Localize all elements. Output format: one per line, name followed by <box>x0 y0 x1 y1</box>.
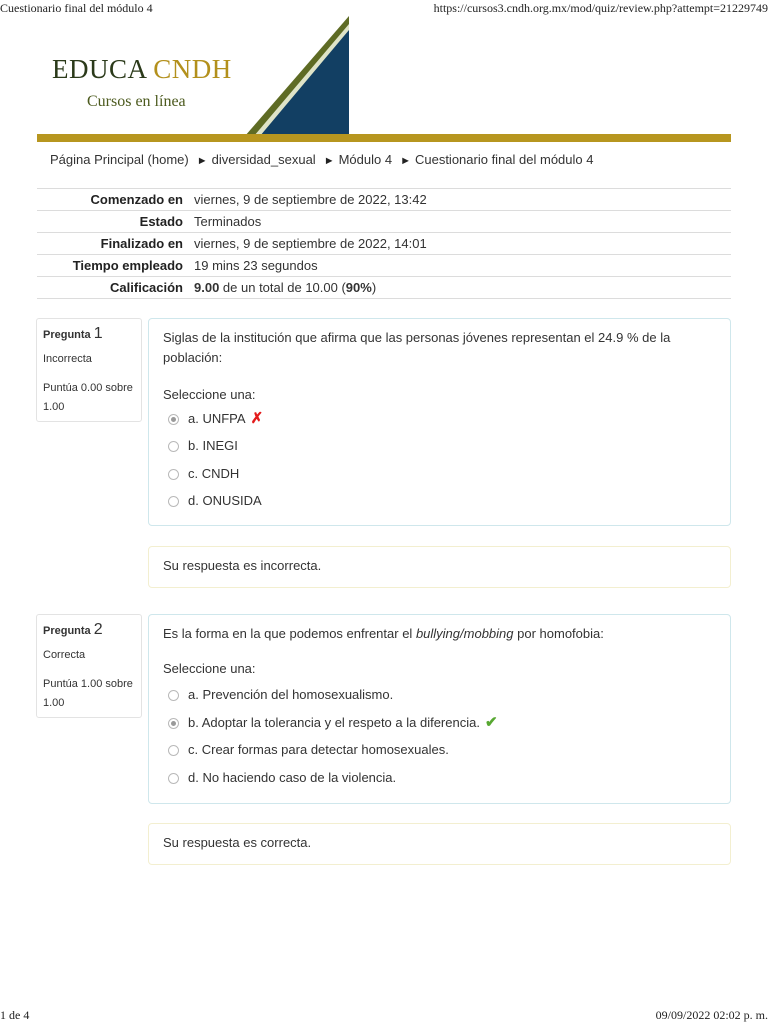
answer-option[interactable] <box>168 491 262 511</box>
brand-word-cndh: CNDH <box>153 54 232 84</box>
question-grade: Puntúa 1.00 sobre 1.00 <box>43 678 133 709</box>
answer-prompt: Seleccione una: <box>163 661 256 676</box>
question-2-content <box>148 614 731 804</box>
breadcrumb <box>50 152 593 167</box>
question-number-value: 1 <box>93 325 103 342</box>
radio-button-checked[interactable] <box>168 414 179 425</box>
summary-row <box>37 211 731 233</box>
radio-button[interactable] <box>168 773 179 784</box>
breadcrumb-separator-icon: ► <box>323 155 335 167</box>
breadcrumb-module-link[interactable]: Módulo 4 <box>338 152 393 167</box>
answer-prompt: Seleccione una: <box>163 387 256 402</box>
radio-button-checked[interactable] <box>168 718 179 729</box>
site-tagline: Cursos en línea <box>87 93 186 110</box>
answer-option-label: d. No haciendo caso de la violencia. <box>188 770 397 785</box>
grade-label: Calificación <box>37 277 194 299</box>
site-logo-text[interactable] <box>52 54 232 85</box>
answer-option[interactable] <box>168 436 238 456</box>
summary-value: 19 mins 23 segundos <box>194 255 731 277</box>
question-2-feedback <box>148 823 731 865</box>
grade-total-text: de un total de 10.00 ( <box>219 280 346 295</box>
summary-label: Comenzado en <box>37 189 194 211</box>
summary-row <box>37 255 731 277</box>
question-text-emphasis: bullying/mobbing <box>415 626 514 641</box>
radio-button[interactable] <box>168 745 179 756</box>
question-text-end: por homofobia: <box>513 626 604 641</box>
summary-row-grade <box>37 277 731 299</box>
question-label: Pregunta <box>43 625 91 637</box>
summary-label: Tiempo empleado <box>37 255 194 277</box>
feedback-text: Su respuesta es incorrecta. <box>163 558 322 573</box>
radio-button[interactable] <box>168 469 179 480</box>
answer-option[interactable] <box>168 409 263 429</box>
print-header <box>0 0 768 16</box>
print-page-title: Cuestionario final del módulo 4 <box>0 1 153 15</box>
summary-value: viernes, 9 de septiembre de 2022, 14:01 <box>194 233 731 255</box>
grade-close-paren: ) <box>371 280 377 295</box>
answer-option[interactable] <box>168 768 396 788</box>
question-state: Incorrecta <box>43 353 92 365</box>
print-page-number: 1 de 4 <box>0 1008 30 1022</box>
answer-option[interactable] <box>168 740 449 760</box>
question-state: Correcta <box>43 649 86 661</box>
summary-label: Estado <box>37 211 194 233</box>
grade-score: 9.00 <box>194 280 220 295</box>
grade-percent: 90% <box>345 280 372 295</box>
summary-value: Terminados <box>194 211 731 233</box>
answer-option-label: c. CNDH <box>188 466 240 481</box>
question-2-info <box>36 614 142 718</box>
attempt-summary-table <box>37 188 731 299</box>
question-number <box>43 621 135 639</box>
answer-option-label: c. Crear formas para detectar homosexuales. <box>188 742 449 757</box>
breadcrumb-home-link[interactable]: Página Principal (home) <box>50 152 189 167</box>
question-number-value: 2 <box>93 621 103 638</box>
question-label: Pregunta <box>43 329 91 341</box>
site-header <box>37 16 731 142</box>
breadcrumb-separator-icon: ► <box>196 155 208 167</box>
brand-word-educa: EDUCA <box>52 54 147 84</box>
question-1-info <box>36 318 142 422</box>
answer-option-label: b. INEGI <box>188 438 238 453</box>
breadcrumb-quiz-link[interactable]: Cuestionario final del módulo 4 <box>414 152 594 167</box>
correct-check-icon: ✔ <box>484 714 498 731</box>
question-number <box>43 325 135 343</box>
incorrect-x-icon: ✗ <box>250 410 264 427</box>
print-datetime: 09/09/2022 02:02 p. m. <box>655 1008 768 1022</box>
answer-option-label: b. Adoptar la tolerancia y el respeto a la diferencia. <box>188 715 480 730</box>
question-1-content <box>148 318 731 526</box>
answer-option-label: a. Prevención del homosexualismo. <box>188 687 394 702</box>
question-text <box>163 624 703 644</box>
feedback-text: Su respuesta es correcta. <box>163 835 312 850</box>
header-gold-bar <box>37 134 731 142</box>
question-text-start: Es la forma en la que podemos enfrentar el <box>163 626 416 641</box>
summary-row <box>37 189 731 211</box>
radio-button[interactable] <box>168 441 179 452</box>
summary-value: viernes, 9 de septiembre de 2022, 13:42 <box>194 189 731 211</box>
print-footer <box>0 1006 768 1024</box>
radio-button[interactable] <box>168 496 179 507</box>
question-1-feedback <box>148 546 731 588</box>
radio-button[interactable] <box>168 690 179 701</box>
breadcrumb-course-link[interactable]: diversidad_sexual <box>211 152 316 167</box>
grade-value <box>194 277 731 299</box>
answer-option-label: d. ONUSIDA <box>188 493 262 508</box>
answer-option[interactable] <box>168 464 239 484</box>
question-text: Siglas de la institución que afirma que las personas jóvenes representan el 24.9 % de la población: <box>163 330 671 365</box>
breadcrumb-separator-icon: ► <box>400 155 411 167</box>
answer-option-label: a. UNFPA <box>188 411 246 426</box>
answer-option[interactable] <box>168 713 498 733</box>
summary-row <box>37 233 731 255</box>
logo-triangle-graphic <box>245 16 351 136</box>
answer-option[interactable] <box>168 685 393 705</box>
question-grade: Puntúa 0.00 sobre 1.00 <box>43 382 133 413</box>
print-url: https://cursos3.cndh.org.mx/mod/quiz/review.php?attempt=21229749 <box>433 1 768 15</box>
summary-label: Finalizado en <box>37 233 194 255</box>
